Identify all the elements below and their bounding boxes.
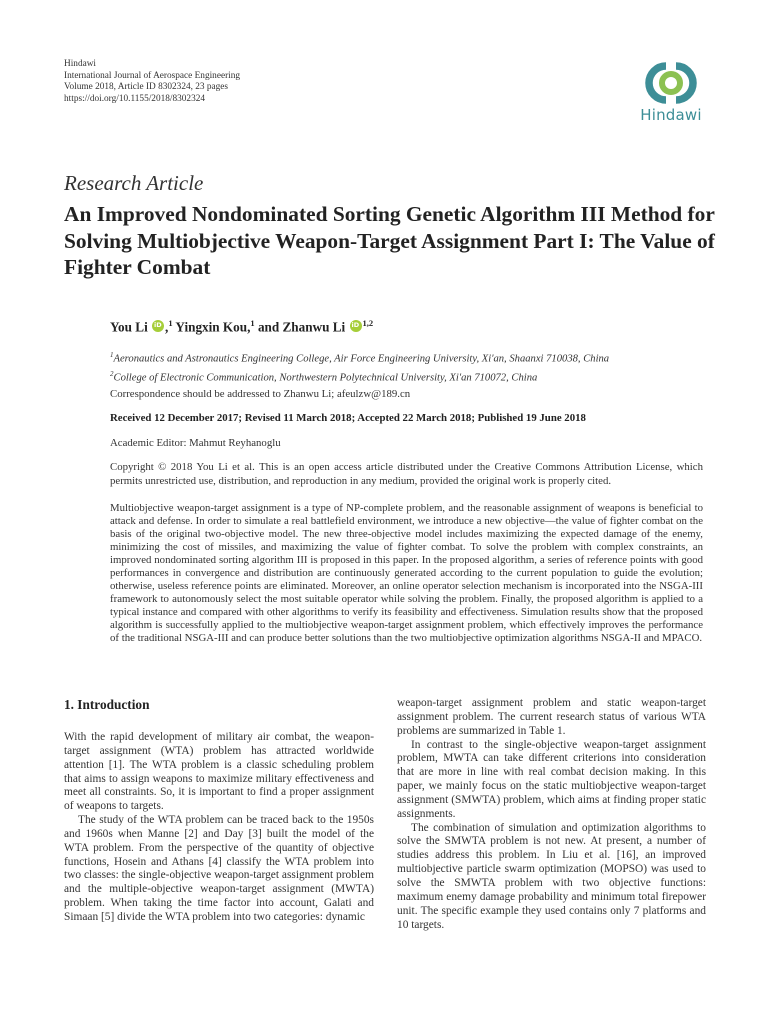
author-affil-num: 1 [250, 318, 255, 328]
journal-header [64, 59, 240, 106]
author-affil-num: 1,2 [362, 318, 374, 328]
article-title: An Improved Nondominated Sorting Genetic Algorithm III Method for Solving Multiobjective Weapon-Target Assignment Part I: The Value of Fighter Combat [64, 202, 715, 279]
abstract: Multiobjective weapon-target assignment is a type of NP-complete problem, and the reasonable assignment of weapons is beneficial to attack and defense. In order to simulate a real battlefield environment, we introduce a new objective—the value of fighter combat on the basis of the original two-objective model. The new three-objective model includes maximizing the expected damage of the enemy, minimizing the cost of missiles, and maximizing the value of fighter combat. To solve the problem with complex constraints, an improved nondominated sorting algorithm III is proposed in this paper. In the proposed algorithm, a series of reference points with good performances in convergence and distribution are continuously generated according to the current population to guide the evolution; otherwise, useless reference points are eliminated. Moreover, an online operator selection mechanism is incorporated into the NSGA-III framework to autonomously select the most suitable operator while solving the problem. Finally, the proposed algorithm is applied to a typical instance and compared with other algorithms to verify its feasibility and effectiveness. Simulation results show that the proposed algorithm is successfully applied to the multiobjective weapon-target assignment problem, which effectively improves the performance of the traditional NSGA-III and can produce better solutions than the two multiobjective optimization algorithms NSGA-II and MPACO. [110, 502, 703, 644]
hindawi-logo [633, 60, 709, 124]
logo-wordmark: Hindawi [640, 106, 702, 124]
author-name: Yingxin Kou, [175, 319, 251, 335]
orcid-icon[interactable] [350, 320, 362, 332]
author-name: You Li [110, 319, 148, 335]
affiliation-num: 2 [110, 369, 114, 378]
orcid-icon[interactable] [152, 320, 164, 332]
publisher-name: Hindawi [64, 59, 97, 69]
section-heading: 1. Introduction [64, 697, 150, 712]
body-paragraph: weapon-target assignment problem and static weapon-target assignment problem. The current research status of various WTA problems are summarized in Table 1. [397, 697, 706, 737]
copyright-notice: Copyright © 2018 You Li et al. This is an open access article distributed under the Creative Commons Attribution License, which permits unrestricted use, distribution, and reproduction in any medium, provided the original work is properly cited. [110, 461, 703, 487]
body-paragraph: The study of the WTA problem can be traced back to the 1950s and 1960s when Manne [2] and Day [3] built the model of the WTA problem. From the perspective of the quantity of objective functions, Hosein and Athans [4] classify the WTA problem into two classes: the single-objective weapon-target assignment problem and the multiple-objective weapon-target assignment (MWTA) problem. When taking the time factor into account, Galati and Simaan [5] divide the WTA problem into two categories: dynamic [64, 814, 374, 923]
body-column-right [397, 697, 706, 932]
affiliation-num: 1 [110, 351, 114, 359]
correspondence: Correspondence should be addressed to Zhanwu Li; afeulzw@189.cn [110, 388, 411, 400]
affiliations [110, 348, 609, 385]
author-affil-num: 1 [168, 318, 173, 328]
author-list: You Li iD ,$^1$ Yingxin Kou,$^1$ and Zhanwu Li iD $^{1,2}$ [110, 318, 373, 335]
doi-link[interactable]: https://doi.org/10.1155/2018/8302324 [64, 94, 206, 105]
body-column-left [64, 697, 374, 925]
affiliation-text: College of Electronic Communication, Northwestern Polytechnical University, Xi'an 710072, China [113, 372, 538, 384]
body-paragraph: In contrast to the single-objective weapon-target assignment problem, MWTA can take different criterions into consideration that are more in line with real combat decision making. In this paper, we mainly focus on the static multiobjective weapon-target assignment (SMWTA) problem, which aims at finding proper static assignments. [397, 738, 706, 820]
body-paragraph: With the rapid development of military air combat, the weapon-target assignment (WTA) problem has attracted worldwide attention [1]. The WTA problem is a classic scheduling problem that aims to assign weapons to maximize military effectiveness and meet all constraints. So, it is important to find a proper assignment of weapons to targets. [64, 731, 374, 813]
hindawi-rings-icon [643, 60, 699, 106]
body-paragraph: The combination of simulation and optimization algorithms to solve the SMWTA problem is not new. At present, a number of studies address this problem. In Liu et al. [16], an improved multiobjective particle swarm optimization (MOPSO) was used to solve the SMWTA problem with two objective functions: maximum enemy damage probability and minimum total firepower unit. The specific example they used contains only 7 platforms and 10 targets. [397, 821, 706, 931]
author-conjunction: and [257, 319, 280, 335]
academic-editor: Academic Editor: Mahmut Reyhanoglu [110, 437, 281, 449]
volume-info: Volume 2018, Article ID 8302324, 23 pages [64, 82, 229, 93]
author-name: Zhanwu Li [282, 319, 346, 335]
affiliation-text: Aeronautics and Astronautics Engineering College, Air Force Engineering University, Xi'an, Shaanxi 710038, China [113, 353, 610, 365]
journal-name: International Journal of Aerospace Engineering [64, 70, 241, 81]
affiliation-item [110, 367, 609, 386]
publication-dates: Received 12 December 2017; Revised 11 March 2018; Accepted 22 March 2018; Published 19 June 2018 [110, 412, 586, 424]
affiliation-item [110, 348, 609, 367]
article-type: Research Article [64, 171, 204, 195]
